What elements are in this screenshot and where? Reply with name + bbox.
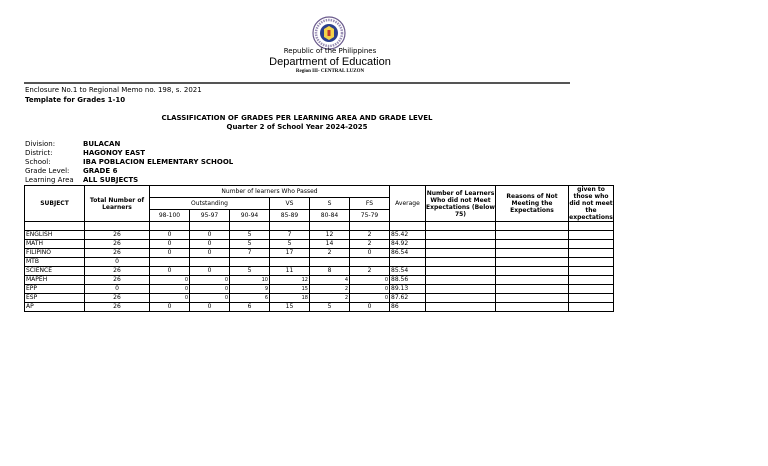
- average-cell: 85.42: [390, 231, 426, 240]
- count-cell: [150, 258, 190, 267]
- count-cell: 8: [310, 267, 350, 276]
- average-cell: 89.13: [390, 285, 426, 294]
- empty-cell: [190, 222, 230, 231]
- count-cell: 0: [150, 231, 190, 240]
- count-cell: 9: [230, 285, 270, 294]
- average-cell: 87.62: [390, 294, 426, 303]
- subject-cell: AP: [25, 303, 85, 312]
- document-title: CLASSIFICATION OF GRADES PER LEARNING AREA AND GRADE LEVEL: [161, 114, 433, 122]
- count-cell: 0: [350, 249, 390, 258]
- count-cell: 2: [350, 267, 390, 276]
- total-learners-cell: 26: [85, 231, 150, 240]
- not-met-cell: [426, 276, 496, 285]
- count-cell: 15: [270, 303, 310, 312]
- given-cell: [569, 249, 614, 258]
- count-cell: 0: [150, 249, 190, 258]
- count-cell: 10: [230, 276, 270, 285]
- count-cell: 0: [190, 267, 230, 276]
- subject-cell: MATH: [25, 240, 85, 249]
- count-cell: 0: [350, 294, 390, 303]
- count-cell: 0: [150, 267, 190, 276]
- table-row: [25, 231, 614, 240]
- empty-cell: [25, 222, 85, 231]
- given-cell: [569, 285, 614, 294]
- given-cell: [569, 231, 614, 240]
- count-cell: 15: [270, 285, 310, 294]
- subject-cell: SCIENCE: [25, 267, 85, 276]
- school-info: [25, 140, 233, 185]
- header-total-learners: Total Number of Learners: [85, 186, 150, 222]
- deped-seal-icon: [312, 16, 346, 50]
- info-row: [25, 140, 233, 149]
- count-cell: 5: [230, 231, 270, 240]
- info-label: District:: [25, 149, 53, 157]
- template-text: Template for Grades 1-10: [25, 96, 126, 104]
- not-met-cell: [426, 303, 496, 312]
- header-divider: [24, 82, 570, 84]
- count-cell: 12: [270, 276, 310, 285]
- total-learners-cell: 26: [85, 267, 150, 276]
- header-passed: Number of learners Who Passed: [150, 186, 390, 198]
- average-cell: 84.92: [390, 240, 426, 249]
- subject-cell: MTB: [25, 258, 85, 267]
- given-cell: [569, 258, 614, 267]
- not-met-cell: [426, 231, 496, 240]
- table-row: [25, 249, 614, 258]
- not-met-cell: [426, 258, 496, 267]
- reasons-cell: [496, 285, 569, 294]
- header-average: Average: [390, 186, 426, 222]
- empty-cell: [390, 222, 426, 231]
- total-learners-cell: 26: [85, 249, 150, 258]
- count-cell: 2: [350, 240, 390, 249]
- empty-cell: [310, 222, 350, 231]
- total-learners-cell: 26: [85, 276, 150, 285]
- reasons-cell: [496, 276, 569, 285]
- info-label: Learning Area: [25, 176, 74, 184]
- count-cell: [190, 258, 230, 267]
- info-label: School:: [25, 158, 51, 166]
- department-title: Department of Education: [269, 56, 391, 68]
- count-cell: 0: [150, 303, 190, 312]
- count-cell: 0: [190, 276, 230, 285]
- header-not-met: Number of Learners Who did not Meet Expectations (Below 75): [426, 186, 496, 222]
- reasons-cell: [496, 294, 569, 303]
- given-cell: [569, 294, 614, 303]
- table-row-spacer: [25, 222, 614, 231]
- table-row: [25, 258, 614, 267]
- count-cell: 2: [310, 249, 350, 258]
- header-range: 80-84: [310, 210, 350, 222]
- info-row: [25, 167, 233, 176]
- count-cell: 12: [310, 231, 350, 240]
- info-row: [25, 158, 233, 167]
- count-cell: 17: [270, 249, 310, 258]
- count-cell: [270, 258, 310, 267]
- count-cell: 0: [150, 240, 190, 249]
- table-row: [25, 276, 614, 285]
- empty-cell: [85, 222, 150, 231]
- empty-cell: [496, 222, 569, 231]
- given-cell: [569, 303, 614, 312]
- count-cell: 6: [230, 303, 270, 312]
- count-cell: 0: [190, 285, 230, 294]
- info-value: GRADE 6: [83, 167, 118, 175]
- count-cell: [350, 258, 390, 267]
- given-cell: [569, 267, 614, 276]
- count-cell: 0: [350, 285, 390, 294]
- subject-cell: FILIPINO: [25, 249, 85, 258]
- empty-cell: [350, 222, 390, 231]
- header-subject: SUBJECT: [25, 186, 85, 222]
- count-cell: 14: [310, 240, 350, 249]
- reasons-cell: [496, 249, 569, 258]
- not-met-cell: [426, 267, 496, 276]
- header-range: 75-79: [350, 210, 390, 222]
- info-label: Grade Level:: [25, 167, 70, 175]
- subject-cell: ESP: [25, 294, 85, 303]
- table-row: [25, 303, 614, 312]
- info-label: Division:: [25, 140, 56, 148]
- count-cell: 5: [230, 240, 270, 249]
- count-cell: 4: [310, 276, 350, 285]
- total-learners-cell: 26: [85, 240, 150, 249]
- given-cell: [569, 276, 614, 285]
- table-row: [25, 285, 614, 294]
- count-cell: 0: [190, 303, 230, 312]
- reasons-cell: [496, 267, 569, 276]
- subject-cell: ENGLISH: [25, 231, 85, 240]
- empty-cell: [150, 222, 190, 231]
- header-reasons: Reasons of Not Meeting the Expectations: [496, 186, 569, 222]
- not-met-cell: [426, 285, 496, 294]
- count-cell: [230, 258, 270, 267]
- total-learners-cell: 26: [85, 303, 150, 312]
- count-cell: 2: [310, 285, 350, 294]
- header-vs: VS: [270, 198, 310, 210]
- empty-cell: [270, 222, 310, 231]
- empty-cell: [426, 222, 496, 231]
- count-cell: 0: [150, 285, 190, 294]
- info-value: ALL SUBJECTS: [83, 176, 139, 184]
- reasons-cell: [496, 303, 569, 312]
- header-outstanding: Outstanding: [150, 198, 270, 210]
- total-learners-cell: 0: [85, 258, 150, 267]
- table-row: [25, 267, 614, 276]
- table-row: [25, 294, 614, 303]
- count-cell: 2: [350, 231, 390, 240]
- not-met-cell: [426, 294, 496, 303]
- header-given: given to those who did not meet the expectations: [569, 186, 613, 221]
- not-met-cell: [426, 249, 496, 258]
- document-subtitle: Quarter 2 of School Year 2024-2025: [226, 123, 368, 131]
- grades-table: [24, 185, 614, 312]
- average-cell: 86.54: [390, 249, 426, 258]
- header-range: 95-97: [190, 210, 230, 222]
- count-cell: 11: [270, 267, 310, 276]
- count-cell: 0: [350, 303, 390, 312]
- average-cell: 85.54: [390, 267, 426, 276]
- count-cell: 0: [150, 276, 190, 285]
- table-row: [25, 240, 614, 249]
- given-cell: [569, 240, 614, 249]
- info-row: [25, 176, 233, 185]
- count-cell: 5: [270, 240, 310, 249]
- info-value: BULACAN: [83, 140, 121, 148]
- count-cell: 0: [190, 294, 230, 303]
- header-range: 85-89: [270, 210, 310, 222]
- count-cell: 18: [270, 294, 310, 303]
- count-cell: 2: [310, 294, 350, 303]
- count-cell: 7: [230, 249, 270, 258]
- subject-cell: MAPEH: [25, 276, 85, 285]
- count-cell: 0: [190, 249, 230, 258]
- reasons-cell: [496, 240, 569, 249]
- reasons-cell: [496, 231, 569, 240]
- region-text: Region III- CENTRAL LUZON: [295, 69, 365, 74]
- header-range: 90-94: [230, 210, 270, 222]
- count-cell: 5: [230, 267, 270, 276]
- average-cell: 88.56: [390, 276, 426, 285]
- header-range: 98-100: [150, 210, 190, 222]
- count-cell: 0: [190, 240, 230, 249]
- header-s: S: [310, 198, 350, 210]
- count-cell: 6: [230, 294, 270, 303]
- count-cell: 7: [270, 231, 310, 240]
- count-cell: [310, 258, 350, 267]
- republic-text: Republic of the Philippines: [283, 47, 377, 55]
- average-cell: [390, 258, 426, 267]
- enclosure-text: Enclosure No.1 to Regional Memo no. 198, s. 2021: [25, 86, 202, 94]
- info-value: IBA POBLACION ELEMENTARY SCHOOL: [83, 158, 234, 166]
- empty-cell: [569, 222, 614, 231]
- empty-cell: [230, 222, 270, 231]
- count-cell: 0: [150, 294, 190, 303]
- average-cell: 86: [390, 303, 426, 312]
- total-learners-cell: 26: [85, 294, 150, 303]
- total-learners-cell: 0: [85, 285, 150, 294]
- count-cell: 0: [350, 276, 390, 285]
- count-cell: 0: [190, 231, 230, 240]
- reasons-cell: [496, 258, 569, 267]
- info-row: [25, 149, 233, 158]
- count-cell: 5: [310, 303, 350, 312]
- info-value: HAGONOY EAST: [83, 149, 146, 157]
- not-met-cell: [426, 240, 496, 249]
- header-fs: FS: [350, 198, 390, 210]
- subject-cell: EPP: [25, 285, 85, 294]
